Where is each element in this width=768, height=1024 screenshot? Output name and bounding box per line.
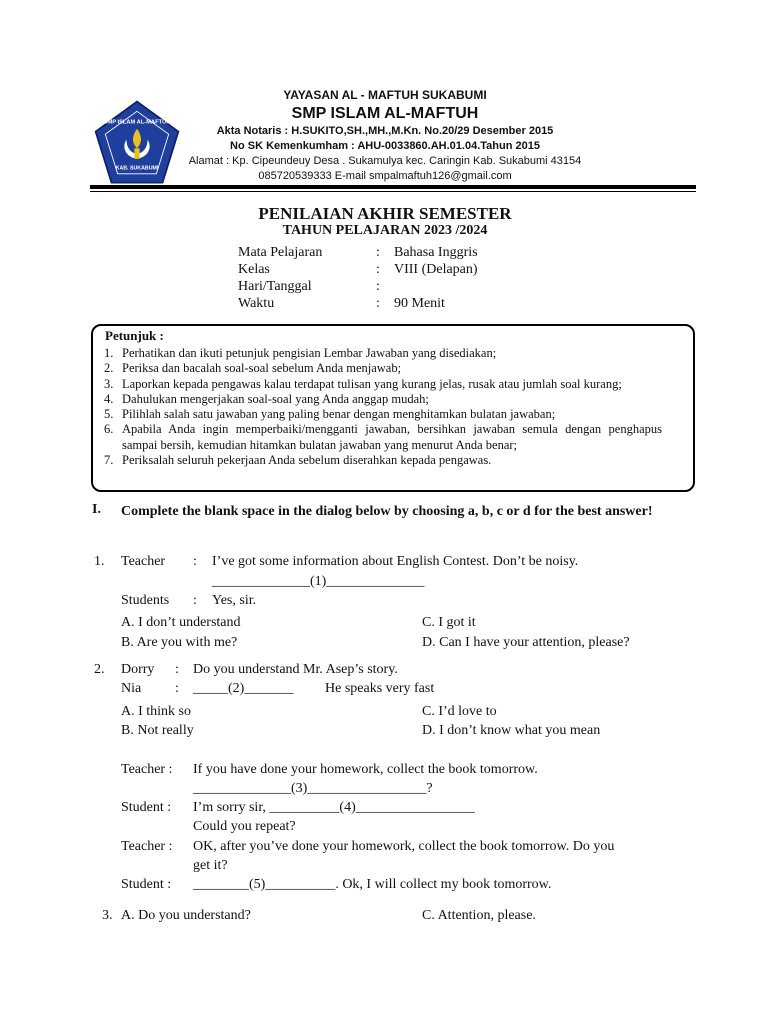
q2-line-dorry: Do you understand Mr. Asep’s story. xyxy=(193,662,398,677)
info-row-subject xyxy=(238,244,618,261)
section-number: I. xyxy=(92,502,101,517)
instruction-text: Periksalah seluruh pekerjaan Anda sebelum diserahkan kepada pengawas. xyxy=(122,453,492,468)
q2-number: 2. xyxy=(94,662,105,677)
logo-text-bottom: KAB. SUKABUMI xyxy=(115,165,159,172)
q2-speaker-nia: Nia xyxy=(121,681,142,696)
instruction-number: 6. xyxy=(104,422,114,437)
info-label: Waktu xyxy=(238,296,275,311)
q2-colon: : xyxy=(175,662,179,677)
instruction-number: 2. xyxy=(104,361,114,376)
q2-option-c: C. I’d love to xyxy=(422,704,497,719)
q2-option-d: D. I don’t know what you mean xyxy=(422,723,601,738)
info-colon: : xyxy=(376,296,380,311)
section-instruction: Complete the blank space in the dialog below by choosing a, b, c or d for the best answer! xyxy=(121,504,653,519)
q1-blank: ______________(1)______________ xyxy=(212,574,425,589)
info-colon: : xyxy=(376,279,380,294)
school-name: SMP ISLAM AL-MAFTUH xyxy=(291,105,479,122)
q3-option-a: A. Do you understand? xyxy=(121,908,251,923)
q1-speaker-teacher: Teacher xyxy=(121,554,166,569)
instruction-number: 7. xyxy=(104,453,114,468)
exam-title: PENILAIAN AKHIR SEMESTER xyxy=(258,204,512,223)
q1-line-teacher: I’ve got some information about English Contest. Don’t be noisy. xyxy=(212,554,579,569)
instruction-number: 5. xyxy=(104,407,114,422)
instructions-list xyxy=(104,346,662,468)
instruction-text: Laporkan kepada pengawas kalau terdapat tulisan yang kurang jelas, rusak atau jumlah soal kurang; xyxy=(122,376,622,391)
school-address: Alamat : Kp. Cipeundeuy Desa . Sukamulya kec. Caringin Kab. Sukabumi 43154 xyxy=(188,155,582,167)
instruction-item xyxy=(104,407,662,422)
dialog-blank-3: ______________(3)_________________? xyxy=(193,781,433,796)
instruction-number: 1. xyxy=(104,346,114,360)
header-divider-thick xyxy=(90,185,696,189)
dialog-line: Could you repeat? xyxy=(193,819,296,834)
instruction-item xyxy=(104,377,662,392)
q2-line-nia: He speaks very fast xyxy=(325,681,435,696)
dialog-line-blank-4: I’m sorry sir, __________(4)_________________ xyxy=(193,800,475,815)
instruction-item xyxy=(104,346,662,361)
dialog-line: If you have done your homework, collect the book tomorrow. xyxy=(193,762,538,777)
instruction-text: Perhatikan dan ikuti petunjuk pengisian Lembar Jawaban yang disediakan; xyxy=(122,346,497,360)
foundation-name: YAYASAN AL - MAFTUH SUKABUMI xyxy=(283,88,487,102)
instruction-text: Dahulukan mengerjakan soal-soal yang Anda anggap mudah; xyxy=(122,391,429,406)
instruction-item xyxy=(104,361,662,376)
q1-line-students: Yes, sir. xyxy=(212,593,257,608)
exam-info xyxy=(238,244,618,312)
info-label: Mata Pelajaran xyxy=(238,245,323,260)
q2-speaker-dorry: Dorry xyxy=(121,662,155,677)
q1-option-b: B. Are you with me? xyxy=(121,635,238,650)
q3-number: 3. xyxy=(102,908,113,923)
info-row-date xyxy=(238,278,618,295)
q1-speaker-students: Students xyxy=(121,593,170,608)
q1-number: 1. xyxy=(94,554,105,569)
info-label: Kelas xyxy=(238,262,270,277)
q1-option-a: A. I don’t understand xyxy=(121,615,241,630)
dialog-line: get it? xyxy=(193,858,228,873)
dialog-line-blank-5: ________(5)__________. Ok, I will collect my book tomorrow. xyxy=(193,877,552,892)
notary-deed: Akta Notaris : H.SUKITO,SH.,MH.,M.Kn. No.20/29 Desember 2015 xyxy=(216,125,554,137)
q1-option-c: C. I got it xyxy=(422,615,476,630)
info-row-time xyxy=(238,295,618,312)
q2-colon: : xyxy=(175,681,179,696)
info-value: VIII (Delapan) xyxy=(394,262,478,277)
sk-number: No SK Kemenkumham : AHU-0033860.AH.01.04.Tahun 2015 xyxy=(230,140,540,152)
academic-year: TAHUN PELAJARAN 2023 /2024 xyxy=(282,223,488,238)
instructions-title: Petunjuk : xyxy=(105,328,164,343)
info-value: Bahasa Inggris xyxy=(394,245,478,260)
instruction-item xyxy=(104,422,662,453)
school-contact: 085720539333 E-mail smpalmaftuh126@gmail.com xyxy=(258,170,512,182)
header-divider-thin xyxy=(90,191,696,192)
dialog-speaker-teacher: Teacher : xyxy=(121,762,173,777)
instruction-item xyxy=(104,392,662,407)
q2-option-b: B. Not really xyxy=(121,723,194,738)
instruction-text: Apabila Anda ingin memperbaiki/mengganti jawaban, bersihkan jawaban semula dengan penghapus sampai bersih, kemudian hitamkan bulatan jawaban yang menurut Anda benar; xyxy=(122,422,662,452)
instruction-item xyxy=(104,453,662,468)
q2-blank: _____(2)_______ xyxy=(193,681,294,696)
dialog-speaker-student: Student : xyxy=(121,800,172,815)
instruction-number: 3. xyxy=(104,376,114,391)
q1-option-d: D. Can I have your attention, please? xyxy=(422,635,630,650)
dialog-line: OK, after you’ve done your homework, collect the book tomorrow. Do you xyxy=(193,839,615,854)
info-row-class xyxy=(238,261,618,278)
logo-text-top: SMP ISLAM AL-MAFTUH xyxy=(103,119,171,126)
info-colon: : xyxy=(376,262,380,277)
q2-option-a: A. I think so xyxy=(121,704,191,719)
info-colon: : xyxy=(376,245,380,260)
q1-colon: : xyxy=(193,554,197,569)
dialog-speaker-teacher: Teacher : xyxy=(121,839,173,854)
instruction-text: Periksa dan bacalah soal-soal sebelum Anda menjawab; xyxy=(122,361,402,376)
q1-colon: : xyxy=(193,593,197,608)
info-label: Hari/Tanggal xyxy=(238,279,312,294)
instruction-number: 4. xyxy=(104,391,114,406)
dialog-speaker-student: Student : xyxy=(121,877,172,892)
q3-option-c: C. Attention, please. xyxy=(422,908,536,923)
instruction-text: Pilihlah salah satu jawaban yang paling benar dengan menghitamkan bulatan jawaban; xyxy=(122,407,556,422)
info-value: 90 Menit xyxy=(394,296,445,311)
